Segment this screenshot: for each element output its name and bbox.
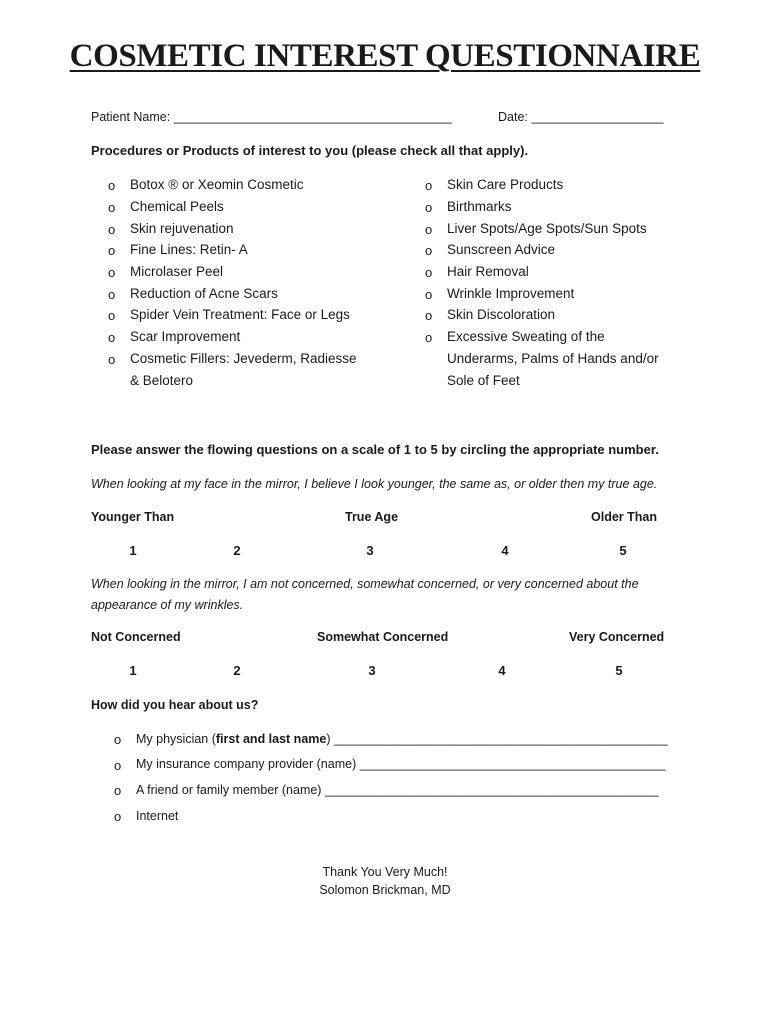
question-1-text: When looking at my face in the mirror, I believe I look younger, the same as, or older then my true age. bbox=[91, 477, 658, 491]
checkbox-chemical-peels[interactable]: o bbox=[108, 200, 116, 215]
q1-option-4[interactable]: 4 bbox=[501, 543, 509, 558]
checkbox-scar-improvement[interactable]: o bbox=[108, 330, 116, 345]
procedure-scar-improvement: Scar Improvement bbox=[130, 329, 241, 344]
q2-label-somewhat-concerned: Somewhat Concerned bbox=[317, 630, 449, 644]
procedure-skin-rejuvenation: Skin rejuvenation bbox=[130, 221, 234, 236]
procedure-birthmarks: Birthmarks bbox=[447, 199, 512, 214]
question-2-text-line2: appearance of my wrinkles. bbox=[91, 598, 244, 612]
procedure-skin-discoloration: Skin Discoloration bbox=[447, 307, 556, 322]
checkbox-fine-lines[interactable]: o bbox=[108, 243, 116, 258]
checkbox-wrinkle-improvement[interactable]: o bbox=[425, 287, 433, 302]
checkbox-cosmetic-fillers[interactable]: o bbox=[108, 352, 116, 367]
procedure-botox: Botox ® or Xeomin Cosmetic bbox=[130, 177, 304, 192]
q2-option-4[interactable]: 4 bbox=[498, 663, 506, 678]
q2-label-very-concerned: Very Concerned bbox=[569, 630, 665, 644]
checkbox-skin-rejuvenation[interactable]: o bbox=[108, 222, 116, 237]
checkbox-skin-discoloration[interactable]: o bbox=[425, 308, 433, 323]
date-field[interactable]: Date: ___________________ bbox=[498, 110, 664, 124]
procedure-chemical-peels: Chemical Peels bbox=[130, 199, 224, 214]
procedure-cosmetic-fillers-cont: & Belotero bbox=[130, 373, 194, 388]
question-2-text-line1: When looking in the mirror, I am not concerned, somewhat concerned, or very concerned about the bbox=[91, 577, 639, 591]
hear-physician[interactable] bbox=[136, 732, 668, 746]
procedure-excessive-sweating-cont1: Underarms, Palms of Hands and/or bbox=[447, 351, 659, 366]
checkbox-liver-spots[interactable]: o bbox=[425, 222, 433, 237]
checkbox-acne-scars[interactable]: o bbox=[108, 287, 116, 302]
patient-name-field[interactable]: Patient Name: ________________________________________ bbox=[91, 110, 452, 124]
checkbox-insurance[interactable]: o bbox=[114, 758, 122, 773]
procedure-wrinkle-improvement: Wrinkle Improvement bbox=[447, 286, 575, 301]
hear-insurance[interactable]: My insurance company provider (name) ____________________________________________ bbox=[136, 757, 666, 771]
q1-option-2[interactable]: 2 bbox=[233, 543, 241, 558]
procedure-hair-removal: Hair Removal bbox=[447, 264, 529, 279]
procedure-sunscreen: Sunscreen Advice bbox=[447, 242, 556, 257]
hear-physician-pre: My physician ( bbox=[136, 732, 216, 746]
hear-physician-bold: first and last name bbox=[215, 732, 327, 746]
q1-label-older: Older Than bbox=[591, 510, 657, 524]
procedure-acne-scars: Reduction of Acne Scars bbox=[130, 286, 278, 301]
checkbox-spider-vein[interactable]: o bbox=[108, 308, 116, 323]
procedure-fine-lines: Fine Lines: Retin- A bbox=[130, 242, 248, 257]
checkbox-microlaser-peel[interactable]: o bbox=[108, 265, 116, 280]
procedure-skin-care: Skin Care Products bbox=[447, 177, 564, 192]
q1-option-3[interactable]: 3 bbox=[366, 543, 374, 558]
checkbox-internet[interactable]: o bbox=[114, 809, 122, 824]
footer-thanks: Thank You Very Much! bbox=[322, 865, 448, 879]
procedure-cosmetic-fillers: Cosmetic Fillers: Jevederm, Radiesse bbox=[130, 351, 357, 366]
checkbox-excessive-sweating[interactable]: o bbox=[425, 330, 433, 345]
checkbox-birthmarks[interactable]: o bbox=[425, 200, 433, 215]
hear-internet: Internet bbox=[136, 809, 179, 823]
procedure-excessive-sweating: Excessive Sweating of the bbox=[447, 329, 605, 344]
q1-option-1[interactable]: 1 bbox=[129, 543, 137, 558]
procedure-liver-spots: Liver Spots/Age Spots/Sun Spots bbox=[447, 221, 647, 236]
procedures-heading: Procedures or Products of interest to you (please check all that apply). bbox=[91, 143, 529, 158]
q2-option-1[interactable]: 1 bbox=[129, 663, 137, 678]
page-title: COSMETIC INTEREST QUESTIONNAIRE bbox=[69, 38, 701, 74]
scale-heading: Please answer the flowing questions on a scale of 1 to 5 by circling the appropriate number. bbox=[91, 442, 659, 457]
checkbox-skin-care[interactable]: o bbox=[425, 178, 433, 193]
checkbox-friend[interactable]: o bbox=[114, 783, 122, 798]
checkbox-sunscreen[interactable]: o bbox=[425, 243, 433, 258]
q1-label-younger: Younger Than bbox=[91, 510, 175, 524]
q2-option-2[interactable]: 2 bbox=[233, 663, 241, 678]
checkbox-physician[interactable]: o bbox=[114, 732, 122, 747]
footer-signature: Solomon Brickman, MD bbox=[319, 883, 451, 897]
hear-heading: How did you hear about us? bbox=[91, 698, 259, 712]
q2-option-5[interactable]: 5 bbox=[615, 663, 623, 678]
procedure-microlaser-peel: Microlaser Peel bbox=[130, 264, 224, 279]
q2-label-not-concerned: Not Concerned bbox=[91, 630, 181, 644]
hear-physician-post: ) ________________________________________________ bbox=[326, 732, 668, 746]
q2-option-3[interactable]: 3 bbox=[368, 663, 376, 678]
procedure-excessive-sweating-cont2: Sole of Feet bbox=[447, 373, 520, 388]
q1-label-true-age: True Age bbox=[345, 510, 399, 524]
q1-option-5[interactable]: 5 bbox=[619, 543, 627, 558]
checkbox-botox[interactable]: o bbox=[108, 178, 116, 193]
procedure-spider-vein: Spider Vein Treatment: Face or Legs bbox=[130, 307, 350, 322]
hear-friend[interactable]: A friend or family member (name) ________________________________________________ bbox=[136, 783, 659, 797]
checkbox-hair-removal[interactable]: o bbox=[425, 265, 433, 280]
